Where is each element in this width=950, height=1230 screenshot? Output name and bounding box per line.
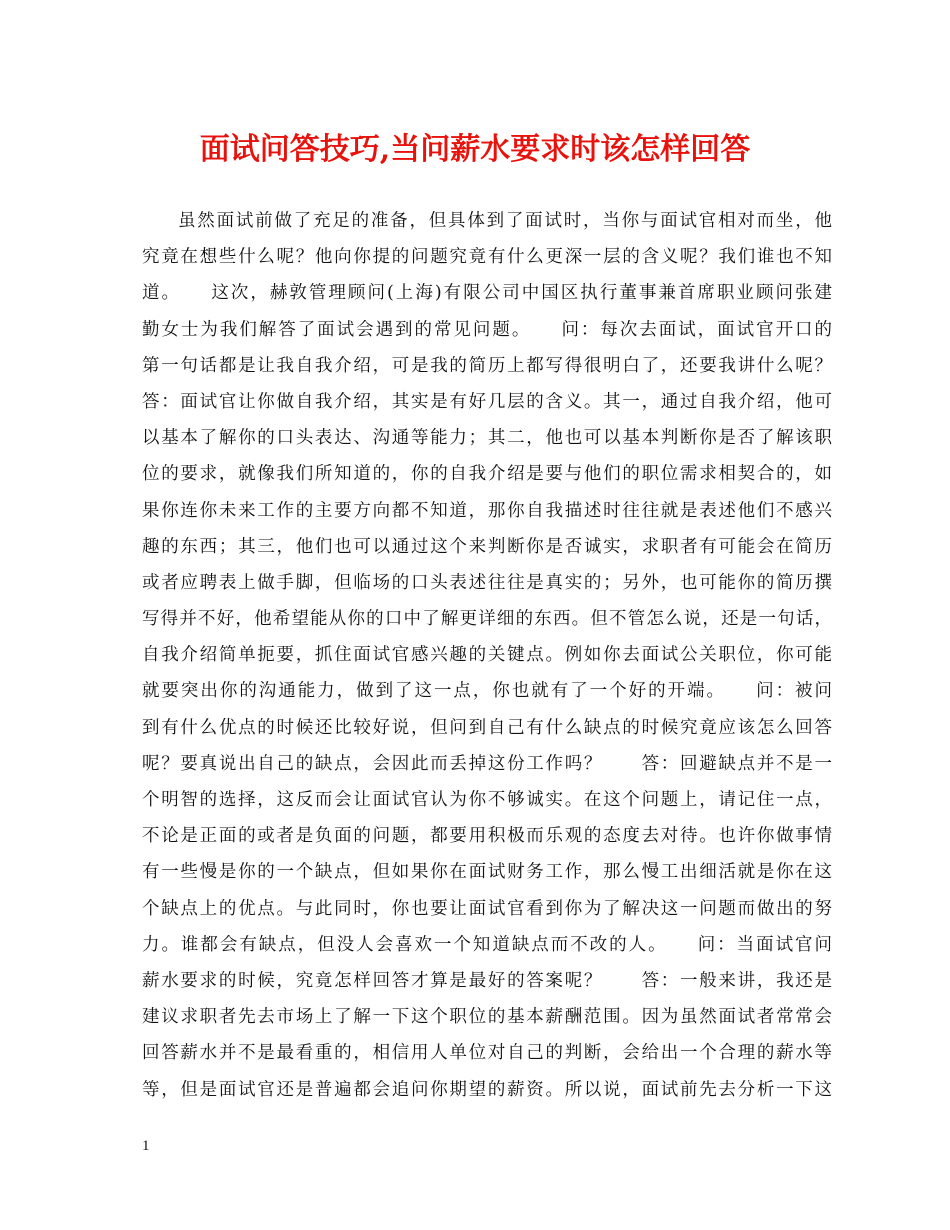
text-line: 薪水要求的时候，究竟怎样回答才算是最好的答案呢？ 答：一般来讲，我还是 [142, 970, 832, 991]
text-line: 道。 这次，赫敦管理顾问(上海)有限公司中国区执行董事兼首席职业顾问张建 [142, 283, 832, 304]
text-line: 个缺点上的优点。与此同时，你也要让面试官看到你为了解决这一问题而做出的努 [142, 898, 832, 919]
text-line: 呢？要真说出自己的缺点，会因此而丢掉这份工作吗？ 答：回避缺点并不是一 [142, 753, 832, 774]
text-line: 到有什么优点的时候还比较好说，但问到自己有什么缺点的时候究竟应该怎么回答 [142, 717, 832, 738]
text-line: 果你连你未来工作的主要方向都不知道，那你自我描述时往往就是表述他们不感兴 [142, 500, 832, 521]
text-line: 究竟在想些什么呢？他向你提的问题究竟有什么更深一层的含义呢？我们谁也不知 [142, 247, 832, 268]
text-line: 力。谁都会有缺点，但没人会喜欢一个知道缺点而不改的人。 问：当面试官问 [142, 934, 832, 955]
text-line: 不论是正面的或者是负面的问题，都要用积极而乐观的态度去对待。也许你做事情 [142, 826, 832, 847]
text-line: 勤女士为我们解答了面试会遇到的常见问题。 问：每次去面试，面试官开口的 [142, 319, 832, 340]
body-text [142, 203, 832, 1108]
text-line: 第一句话都是让我自我介绍，可是我的简历上都写得很明白了，还要我讲什么呢？ [142, 355, 832, 376]
text-line: 或者应聘表上做手脚，但临场的口头表述往往是真实的；另外，也可能你的简历撰 [142, 572, 832, 593]
page-title: 面试问答技巧,当问薪水要求时该怎样回答 [199, 132, 751, 167]
text-line: 以基本了解你的口头表达、沟通等能力；其二，他也可以基本判断你是否了解该职 [142, 428, 832, 449]
text-line: 自我介绍简单扼要，抓住面试官感兴趣的关键点。例如你去面试公关职位，你可能 [142, 645, 832, 666]
page-number: 1 [142, 1138, 150, 1154]
text-line: 建议求职者先去市场上了解一下这个职位的基本薪酬范围。因为虽然面试者常常会 [142, 1007, 832, 1028]
text-line: 就要突出你的沟通能力，做到了这一点，你也就有了一个好的开端。 问：被问 [142, 681, 832, 702]
text-line: 虽然面试前做了充足的准备，但具体到了面试时，当你与面试官相对而坐，他 [178, 211, 832, 231]
text-line: 位的要求，就像我们所知道的，你的自我介绍是要与他们的职位需求相契合的，如 [142, 464, 832, 485]
text-line: 答：面试官让你做自我介绍，其实是有好几层的含义。其一，通过自我介绍，他可 [142, 391, 832, 412]
text-line: 等，但是面试官还是普遍都会追问你期望的薪资。所以说，面试前先去分析一下这 [142, 1079, 832, 1100]
text-line: 趣的东西；其三，他们也可以通过这个来判断你是否诚实，求职者有可能会在简历 [142, 536, 832, 557]
text-line: 写得并不好，他希望能从你的口中了解更详细的东西。但不管怎么说，还是一句话， [142, 609, 832, 630]
text-line: 回答薪水并不是最看重的，相信用人单位对自己的判断，会给出一个合理的薪水等 [142, 1043, 832, 1064]
text-line: 有一些慢是你的一个缺点，但如果你在面试财务工作，那么慢工出细活就是你在这 [142, 862, 832, 883]
text-line: 个明智的选择，这反而会让面试官认为你不够诚实。在这个问题上，请记住一点， [142, 790, 832, 810]
